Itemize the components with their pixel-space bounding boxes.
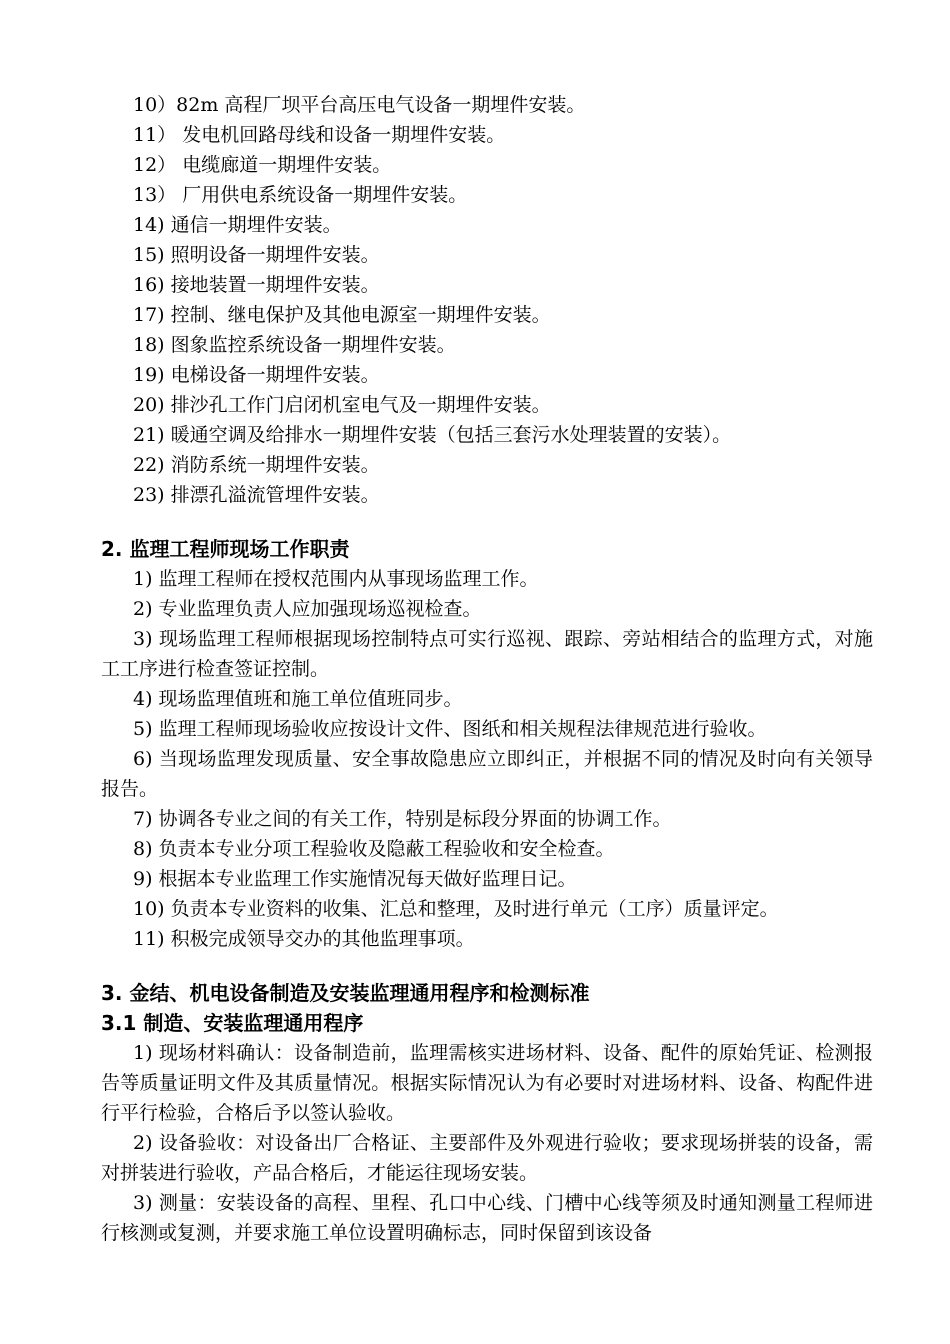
list-item: 16) 接地装置一期埋件安装。 [133, 274, 380, 296]
list-item: 11) 积极完成领导交办的其他监理事项。 [133, 928, 475, 950]
list-item: 20) 排沙孔工作门启闭机室电气及一期埋件安装。 [133, 394, 551, 416]
list-item: 21) 暖通空调及给排水一期埋件安装（包括三套污水处理装置的安装）。 [133, 424, 732, 446]
list-item: 18) 图象监控系统设备一期埋件安装。 [133, 334, 456, 356]
list-item: 15) 照明设备一期埋件安装。 [133, 244, 380, 266]
document-body [101, 90, 873, 1248]
section-spacer [101, 954, 873, 978]
list-item: 7) 协调各专业之间的有关工作，特别是标段分界面的协调工作。 [133, 808, 672, 830]
section-heading: 2. 监理工程师现场工作职责 [101, 537, 350, 561]
list-item: 6) 当现场监理发现质量、安全事故隐患应立即纠正，并根据不同的情况及时向有关领导报告。 [101, 748, 873, 800]
list-item: 9) 根据本专业监理工作实施情况每天做好监理日记。 [133, 868, 577, 890]
list-item: 12） 电缆廊道一期埋件安装。 [133, 154, 392, 176]
section-spacer [101, 510, 873, 534]
list-item: 17) 控制、继电保护及其他电源室一期埋件安装。 [133, 304, 551, 326]
list-item: 3) 现场监理工程师根据现场控制特点可实行巡视、跟踪、旁站相结合的监理方式，对施工工序进行检查签证控制。 [101, 628, 873, 680]
subsection-heading: 3.1 制造、安装监理通用程序 [101, 1011, 364, 1035]
list-item: 8) 负责本专业分项工程验收及隐蔽工程验收和安全检查。 [133, 838, 615, 860]
list-item: 19) 电梯设备一期埋件安装。 [133, 364, 380, 386]
list-item: 11） 发电机回路母线和设备一期埋件安装。 [133, 124, 506, 146]
list-item: 1) 现场材料确认：设备制造前，监理需核实进场材料、设备、配件的原始凭证、检测报告等质量证明文件及其质量情况。根据实际情况认为有必要时对进场材料、设备、构配件进行平行检验，合格后予以签认验收。 [101, 1042, 873, 1124]
list-item: 22) 消防系统一期埋件安装。 [133, 454, 380, 476]
list-item: 23) 排漂孔溢流管埋件安装。 [133, 484, 380, 506]
list-item: 4) 现场监理值班和施工单位值班同步。 [133, 688, 463, 710]
list-item: 2) 设备验收：对设备出厂合格证、主要部件及外观进行验收；要求现场拼装的设备，需对拼装进行验收，产品合格后，才能运往现场安装。 [101, 1132, 873, 1184]
section-heading: 3. 金结、机电设备制造及安装监理通用程序和检测标准 [101, 981, 590, 1005]
list-item: 10) 负责本专业资料的收集、汇总和整理，及时进行单元（工序）质量评定。 [133, 898, 779, 920]
equipment-embedded-parts-list [101, 90, 873, 510]
list-item: 13） 厂用供电系统设备一期埋件安装。 [133, 184, 468, 206]
list-item: 2) 专业监理负责人应加强现场巡视检查。 [133, 598, 482, 620]
list-item: 3) 测量：安装设备的高程、里程、孔口中心线、门槽中心线等须及时通知测量工程师进行核测或复测，并要求施工单位设置明确标志，同时保留到该设备 [101, 1192, 873, 1244]
list-item: 1) 监理工程师在授权范围内从事现场监理工作。 [133, 568, 539, 590]
list-item: 10）82m 高程厂坝平台高压电气设备一期埋件安装。 [133, 94, 586, 116]
list-item: 5) 监理工程师现场验收应按设计文件、图纸和相关规程法律规范进行验收。 [133, 718, 767, 740]
section-supervisor-duties [101, 534, 873, 954]
section-general-procedures [101, 978, 873, 1248]
list-item: 14) 通信一期埋件安装。 [133, 214, 342, 236]
